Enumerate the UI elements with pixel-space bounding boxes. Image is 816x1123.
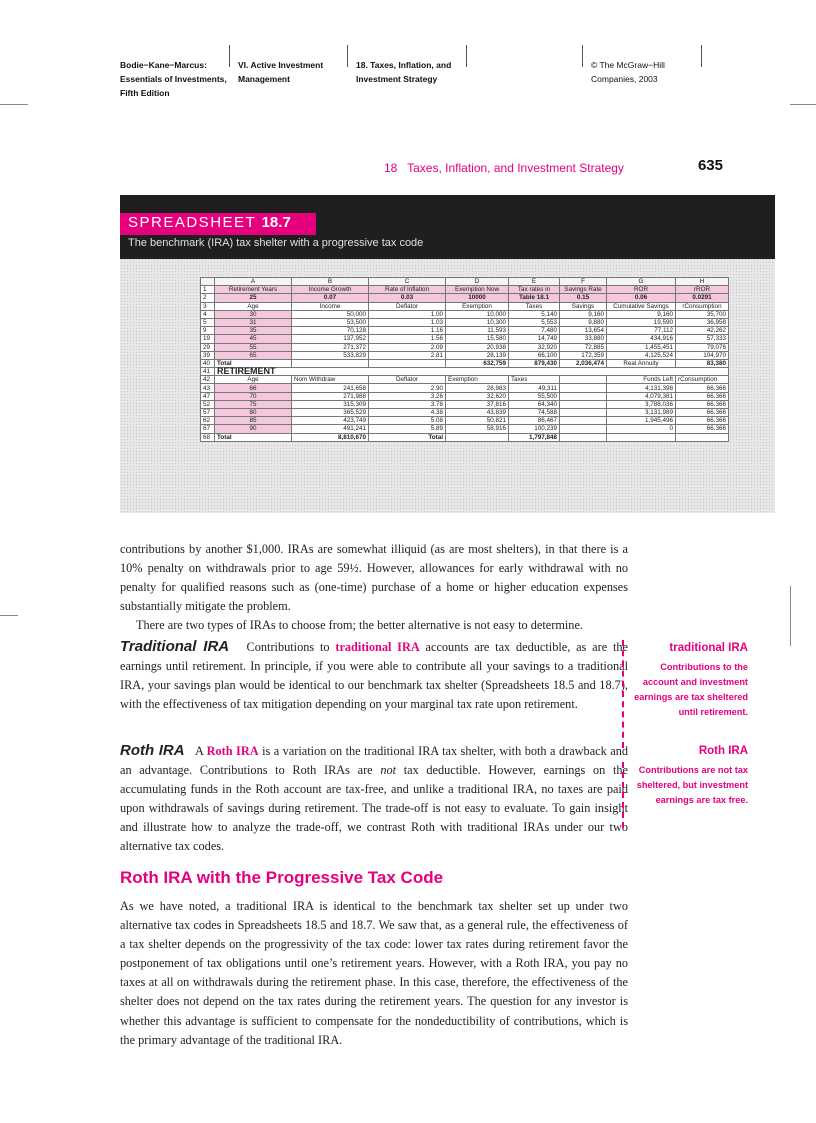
accumulation-header-row: 3 Age Income Deflator Exemption Taxes Savings Cumulative Savings rConsumption [201,302,729,310]
table-row: 52 75 315,309 3.78 37,816 64,340 3,788,036 66,366 [201,400,729,408]
runin-heading-traditional: Traditional IRA [120,638,230,655]
column-letters-row: A B C D E F G H [201,278,729,286]
paragraph: There are two types of IRAs to choose from; the better alternative is not easy to determine. [136,618,583,633]
table-row: 57 80 365,529 4.38 43,839 74,588 3,131,989 66,366 [201,409,729,417]
retirement-header-row: 42 Age Nom Withdraw Deflator Exemption Taxes Funds Left rConsumption [201,376,729,384]
margin-term: traditional IRA [669,642,748,654]
input-values-row: 2 25 0.07 0.03 10000 Table 18.1 0.15 0.06 0.0291 [201,294,729,302]
spreadsheet-table [200,277,729,442]
margin-definition: Contributions are not tax sheltered, but investment earnings are tax free. [636,765,748,805]
page-number: 635 [697,157,723,174]
section-paragraph: As we have noted, a traditional IRA is identical to the benchmark tax shelter set up under two alternative tax codes in Spreadsheets 18.5 and 18.7. We saw that, as a general rule, the effectiveness of a tax shelter depends on the progressivity of the tax code: lower tax rates during retirement favor the postponement of tax obligations until one’s retirement years. However, with a Roth IRA, you pay no taxes at all on withdrawals during the retirement phase. In this case, therefore, the effectiveness of the shelter does not depend on the tax rates during the retirement years. The question for any investor is whether this advantage is sufficient to compensate for the nondeductibility of contributions, which is the primary advantage of the traditional IRA. [120,899,628,1047]
margin-term: Roth IRA [698,745,748,757]
margin-definition: Contributions to the account and investment earnings are tax sheltered until retirement. [634,662,748,717]
table-row: 19 45 137,952 1.56 15,580 14,749 33,880 434,916 57,333 [201,335,729,343]
retirement-heading-row: 41 RETIREMENT [201,368,729,376]
header-part: VI. Active Investment Management [238,60,324,84]
section-heading: Roth IRA with the Progressive Tax Code [120,868,444,887]
running-head: 18 Taxes, Inflation, and Investment Strategy [384,161,624,175]
accumulation-total-row: 40 Total 632,759 879,430 2,036,474 Real Annuity 83,380 [201,359,729,367]
paragraph: contributions by another $1,000. IRAs are somewhat illiquid (as are most shelters), in that there is a 10% penalty on withdrawals prior to age 59½. However, allowances for early withdrawal with no penalty for qualified reasons such as (one-time) purchase of a home or higher education expenses substantially mitigate the problem. [120,542,628,614]
spreadsheet-title: SPREADSHEET 18.7 [128,214,291,231]
table-row: 29 55 271,372 2.09 20,938 32,920 72,885 1,455,451 79,076 [201,343,729,351]
table-row: 9 35 70,128 1.16 11,593 7,480 13,654 77,112 42,262 [201,327,729,335]
margin-note-roth-ira [618,743,748,808]
traditional-ira-paragraph: Traditional IRA Contributions to traditional IRA accounts are tax deductible, as are the earnings until retirement. In principle, if you were able to contribute all your savings to a traditional IRA, your savings plan would be identical to our benchmark tax shelter (Spreadsheets 18.5 and 18.7), with the effectiveness of tax mitigation depending on your marginal tax rate upon retirement. [120,638,628,712]
table-row: 62 85 423,749 5.08 50,821 86,467 1,945,496 66,366 [201,417,729,425]
table-row: 43 66 241,658 2.90 28,983 49,311 4,131,398 66,366 [201,384,729,392]
crop-mark [0,615,18,616]
crop-mark [790,104,816,105]
crop-mark [790,586,791,646]
runin-heading-roth: Roth IRA [120,742,185,759]
table-row: 67 90 491,241 5.89 58,916 100,239 0 66,366 [201,425,729,433]
table-row: 5 31 53,500 1.03 10,300 5,553 9,880 19,590 36,958 [201,318,729,326]
table-row: 39 65 533,829 2.81 28,139 66,100 172,359 4,125,524 104,970 [201,351,729,359]
table-row: 47 70 271,988 3.26 32,620 55,500 4,079,381 66,366 [201,392,729,400]
roth-ira-paragraph: Roth IRA A Roth IRA is a variation on the traditional IRA tax shelter, with both a drawback and an advantage. Contributions to Roth IRAs are not tax deductible. However, earnings on the accumulating funds in the Roth account are tax-free, and unlike a traditional IRA, no taxes are paid upon withdrawals of savings during retirement. The trade-off is not easy to evaluate. To gain insight and illustrate how to analyze the trade-off, we contrast Roth with traditional IRAs under our two alternative tax codes. [120,742,628,854]
input-labels-row: 1 Retirement Years Income Growth Rate of Inflation Exemption Now Tax rates in Savings Rate ROR rROR [201,286,729,294]
spreadsheet-subtitle: The benchmark (IRA) tax shelter with a progressive tax code [128,237,424,249]
header-copyright: © The McGraw−Hill Companies, 2003 [591,60,665,84]
intro-paragraphs [120,540,628,635]
term-traditional-ira: traditional IRA [335,640,420,654]
crop-mark [0,104,28,105]
spreadsheet-box [120,195,775,513]
header-chapter: 18. Taxes, Inflation, and Investment Strategy [356,60,452,84]
margin-note-traditional-ira [618,640,748,720]
term-roth-ira: Roth IRA [206,744,259,758]
retirement-total-row: 68 Total 8,810,670 Total 1,797,848 [201,433,729,441]
table-row: 4 30 50,000 1.00 10,000 5,140 9,160 9,160 35,700 [201,310,729,318]
header-book: Bodie−Kane−Marcus: Essentials of Investments, Fifth Edition [120,60,227,98]
